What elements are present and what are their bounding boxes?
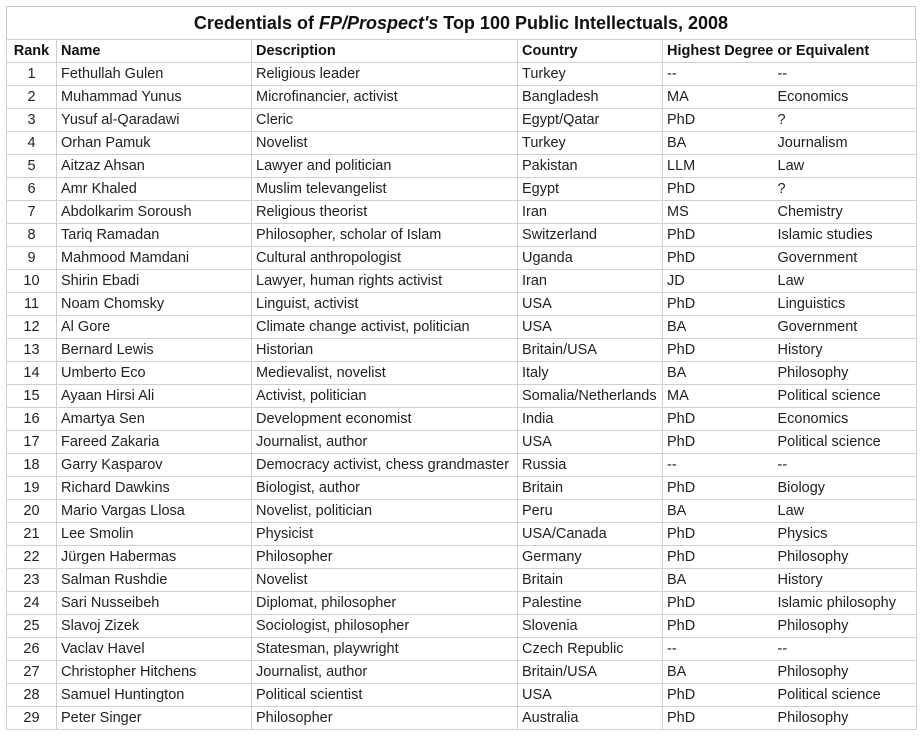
description-cell: Cultural anthropologist: [252, 247, 518, 270]
degree-cell: MS: [663, 201, 774, 224]
rank-cell: 29: [7, 707, 57, 730]
name-cell: Orhan Pamuk: [57, 132, 252, 155]
header-name: Name: [57, 40, 252, 63]
field-cell: Philosophy: [774, 546, 917, 569]
table-row: [7, 155, 917, 178]
rank-cell: 2: [7, 86, 57, 109]
table-row: [7, 546, 917, 569]
description-cell: Lawyer, human rights activist: [252, 270, 518, 293]
field-cell: History: [774, 569, 917, 592]
name-cell: Richard Dawkins: [57, 477, 252, 500]
country-cell: Peru: [518, 500, 663, 523]
title-suffix: Top 100 Public Intellectuals, 2008: [438, 13, 729, 33]
country-cell: Pakistan: [518, 155, 663, 178]
degree-cell: MA: [663, 385, 774, 408]
description-cell: Novelist, politician: [252, 500, 518, 523]
rank-cell: 17: [7, 431, 57, 454]
degree-cell: BA: [663, 316, 774, 339]
name-cell: Christopher Hitchens: [57, 661, 252, 684]
table-row: [7, 638, 917, 661]
header-country: Country: [518, 40, 663, 63]
degree-cell: PhD: [663, 247, 774, 270]
name-cell: Aitzaz Ahsan: [57, 155, 252, 178]
country-cell: Egypt: [518, 178, 663, 201]
degree-cell: MA: [663, 86, 774, 109]
name-cell: Tariq Ramadan: [57, 224, 252, 247]
rank-cell: 3: [7, 109, 57, 132]
degree-cell: BA: [663, 500, 774, 523]
degree-cell: PhD: [663, 523, 774, 546]
table-row: [7, 224, 917, 247]
rank-cell: 15: [7, 385, 57, 408]
description-cell: Lawyer and politician: [252, 155, 518, 178]
degree-cell: PhD: [663, 684, 774, 707]
country-cell: Somalia/Netherlands: [518, 385, 663, 408]
rank-cell: 1: [7, 63, 57, 86]
name-cell: Noam Chomsky: [57, 293, 252, 316]
description-cell: Cleric: [252, 109, 518, 132]
name-cell: Bernard Lewis: [57, 339, 252, 362]
rank-cell: 27: [7, 661, 57, 684]
header-row: [7, 40, 917, 63]
table-row: [7, 247, 917, 270]
country-cell: Bangladesh: [518, 86, 663, 109]
rank-cell: 21: [7, 523, 57, 546]
name-cell: Muhammad Yunus: [57, 86, 252, 109]
field-cell: Political science: [774, 684, 917, 707]
description-cell: Sociologist, philosopher: [252, 615, 518, 638]
country-cell: Switzerland: [518, 224, 663, 247]
table-row: [7, 385, 917, 408]
rank-cell: 20: [7, 500, 57, 523]
table-row: [7, 592, 917, 615]
title-prefix: Credentials of: [193, 13, 319, 33]
rank-cell: 25: [7, 615, 57, 638]
table-row: [7, 684, 917, 707]
name-cell: Yusuf al-Qaradawi: [57, 109, 252, 132]
spreadsheet: [6, 6, 916, 730]
name-cell: Al Gore: [57, 316, 252, 339]
field-cell: Chemistry: [774, 201, 917, 224]
name-cell: Fethullah Gulen: [57, 63, 252, 86]
rank-cell: 24: [7, 592, 57, 615]
degree-cell: --: [663, 63, 774, 86]
description-cell: Activist, politician: [252, 385, 518, 408]
country-cell: India: [518, 408, 663, 431]
rank-cell: 5: [7, 155, 57, 178]
name-cell: Mario Vargas Llosa: [57, 500, 252, 523]
degree-cell: JD: [663, 270, 774, 293]
field-cell: Government: [774, 316, 917, 339]
field-cell: ?: [774, 109, 917, 132]
rank-cell: 26: [7, 638, 57, 661]
field-cell: --: [774, 63, 917, 86]
description-cell: Journalist, author: [252, 661, 518, 684]
field-cell: Philosophy: [774, 615, 917, 638]
description-cell: Political scientist: [252, 684, 518, 707]
rank-cell: 12: [7, 316, 57, 339]
field-cell: Biology: [774, 477, 917, 500]
description-cell: Climate change activist, politician: [252, 316, 518, 339]
country-cell: USA: [518, 293, 663, 316]
description-cell: Biologist, author: [252, 477, 518, 500]
degree-cell: BA: [663, 362, 774, 385]
country-cell: Iran: [518, 201, 663, 224]
description-cell: Medievalist, novelist: [252, 362, 518, 385]
description-cell: Philosopher, scholar of Islam: [252, 224, 518, 247]
name-cell: Amr Khaled: [57, 178, 252, 201]
rank-cell: 9: [7, 247, 57, 270]
field-cell: Government: [774, 247, 917, 270]
field-cell: Law: [774, 155, 917, 178]
field-cell: Philosophy: [774, 707, 917, 730]
rank-cell: 11: [7, 293, 57, 316]
title-italic: FP/Prospect's: [318, 13, 439, 33]
rank-cell: 13: [7, 339, 57, 362]
table-row: [7, 178, 917, 201]
field-cell: History: [774, 339, 917, 362]
field-cell: Law: [774, 500, 917, 523]
country-cell: USA/Canada: [518, 523, 663, 546]
degree-cell: PhD: [663, 615, 774, 638]
field-cell: --: [774, 454, 917, 477]
name-cell: Garry Kasparov: [57, 454, 252, 477]
degree-cell: PhD: [663, 592, 774, 615]
description-cell: Religious leader: [252, 63, 518, 86]
table-row: [7, 63, 917, 86]
country-cell: USA: [518, 684, 663, 707]
degree-cell: BA: [663, 132, 774, 155]
name-cell: Slavoj Zizek: [57, 615, 252, 638]
table-row: [7, 454, 917, 477]
country-cell: Egypt/Qatar: [518, 109, 663, 132]
degree-cell: BA: [663, 569, 774, 592]
description-cell: Microfinancier, activist: [252, 86, 518, 109]
description-cell: Muslim televangelist: [252, 178, 518, 201]
table-row: [7, 362, 917, 385]
field-cell: Philosophy: [774, 661, 917, 684]
intellectuals-table: [6, 39, 917, 730]
degree-cell: PhD: [663, 109, 774, 132]
country-cell: Turkey: [518, 63, 663, 86]
field-cell: ?: [774, 178, 917, 201]
name-cell: Jürgen Habermas: [57, 546, 252, 569]
table-title: [6, 6, 916, 39]
field-cell: Economics: [774, 408, 917, 431]
description-cell: Democracy activist, chess grandmaster: [252, 454, 518, 477]
description-cell: Development economist: [252, 408, 518, 431]
rank-cell: 16: [7, 408, 57, 431]
header-description: Description: [252, 40, 518, 63]
country-cell: Italy: [518, 362, 663, 385]
degree-cell: LLM: [663, 155, 774, 178]
field-cell: --: [774, 638, 917, 661]
field-cell: Linguistics: [774, 293, 917, 316]
country-cell: Australia: [518, 707, 663, 730]
name-cell: Umberto Eco: [57, 362, 252, 385]
country-cell: Uganda: [518, 247, 663, 270]
degree-cell: PhD: [663, 707, 774, 730]
degree-cell: PhD: [663, 408, 774, 431]
description-cell: Physicist: [252, 523, 518, 546]
table-row: [7, 707, 917, 730]
field-cell: Islamic philosophy: [774, 592, 917, 615]
degree-cell: PhD: [663, 178, 774, 201]
description-cell: Linguist, activist: [252, 293, 518, 316]
country-cell: Germany: [518, 546, 663, 569]
country-cell: Iran: [518, 270, 663, 293]
table-row: [7, 109, 917, 132]
degree-cell: PhD: [663, 431, 774, 454]
name-cell: Vaclav Havel: [57, 638, 252, 661]
name-cell: Ayaan Hirsi Ali: [57, 385, 252, 408]
table-row: [7, 408, 917, 431]
field-cell: Political science: [774, 431, 917, 454]
table-row: [7, 339, 917, 362]
name-cell: Amartya Sen: [57, 408, 252, 431]
table-row: [7, 316, 917, 339]
name-cell: Salman Rushdie: [57, 569, 252, 592]
rank-cell: 18: [7, 454, 57, 477]
country-cell: Britain: [518, 477, 663, 500]
table-row: [7, 86, 917, 109]
degree-cell: BA: [663, 661, 774, 684]
table-row: [7, 477, 917, 500]
degree-cell: --: [663, 454, 774, 477]
rank-cell: 28: [7, 684, 57, 707]
table-row: [7, 431, 917, 454]
field-cell: Political science: [774, 385, 917, 408]
country-cell: USA: [518, 431, 663, 454]
country-cell: Britain/USA: [518, 339, 663, 362]
field-cell: Law: [774, 270, 917, 293]
rank-cell: 10: [7, 270, 57, 293]
country-cell: Palestine: [518, 592, 663, 615]
description-cell: Journalist, author: [252, 431, 518, 454]
name-cell: Lee Smolin: [57, 523, 252, 546]
description-cell: Novelist: [252, 569, 518, 592]
table-row: [7, 523, 917, 546]
rank-cell: 14: [7, 362, 57, 385]
country-cell: Czech Republic: [518, 638, 663, 661]
name-cell: Samuel Huntington: [57, 684, 252, 707]
table-row: [7, 661, 917, 684]
country-cell: Turkey: [518, 132, 663, 155]
header-rank: Rank: [7, 40, 57, 63]
table-row: [7, 132, 917, 155]
name-cell: Shirin Ebadi: [57, 270, 252, 293]
country-cell: Britain/USA: [518, 661, 663, 684]
field-cell: Journalism: [774, 132, 917, 155]
name-cell: Peter Singer: [57, 707, 252, 730]
degree-cell: --: [663, 638, 774, 661]
description-cell: Religious theorist: [252, 201, 518, 224]
degree-cell: PhD: [663, 293, 774, 316]
country-cell: Russia: [518, 454, 663, 477]
table-row: [7, 615, 917, 638]
description-cell: Philosopher: [252, 707, 518, 730]
description-cell: Philosopher: [252, 546, 518, 569]
table-row: [7, 270, 917, 293]
field-cell: Islamic studies: [774, 224, 917, 247]
name-cell: Abdolkarim Soroush: [57, 201, 252, 224]
degree-cell: PhD: [663, 477, 774, 500]
description-cell: Diplomat, philosopher: [252, 592, 518, 615]
rank-cell: 6: [7, 178, 57, 201]
description-cell: Statesman, playwright: [252, 638, 518, 661]
name-cell: Sari Nusseibeh: [57, 592, 252, 615]
rank-cell: 8: [7, 224, 57, 247]
table-row: [7, 201, 917, 224]
description-cell: Historian: [252, 339, 518, 362]
table-row: [7, 293, 917, 316]
rank-cell: 22: [7, 546, 57, 569]
country-cell: USA: [518, 316, 663, 339]
table-row: [7, 569, 917, 592]
name-cell: Fareed Zakaria: [57, 431, 252, 454]
header-degree: Highest Degree or Equivalent: [663, 40, 917, 63]
rank-cell: 23: [7, 569, 57, 592]
field-cell: Economics: [774, 86, 917, 109]
field-cell: Philosophy: [774, 362, 917, 385]
degree-cell: PhD: [663, 224, 774, 247]
degree-cell: PhD: [663, 546, 774, 569]
table-body: [7, 63, 917, 730]
rank-cell: 4: [7, 132, 57, 155]
rank-cell: 19: [7, 477, 57, 500]
country-cell: Slovenia: [518, 615, 663, 638]
table-row: [7, 500, 917, 523]
rank-cell: 7: [7, 201, 57, 224]
country-cell: Britain: [518, 569, 663, 592]
name-cell: Mahmood Mamdani: [57, 247, 252, 270]
field-cell: Physics: [774, 523, 917, 546]
description-cell: Novelist: [252, 132, 518, 155]
degree-cell: PhD: [663, 339, 774, 362]
